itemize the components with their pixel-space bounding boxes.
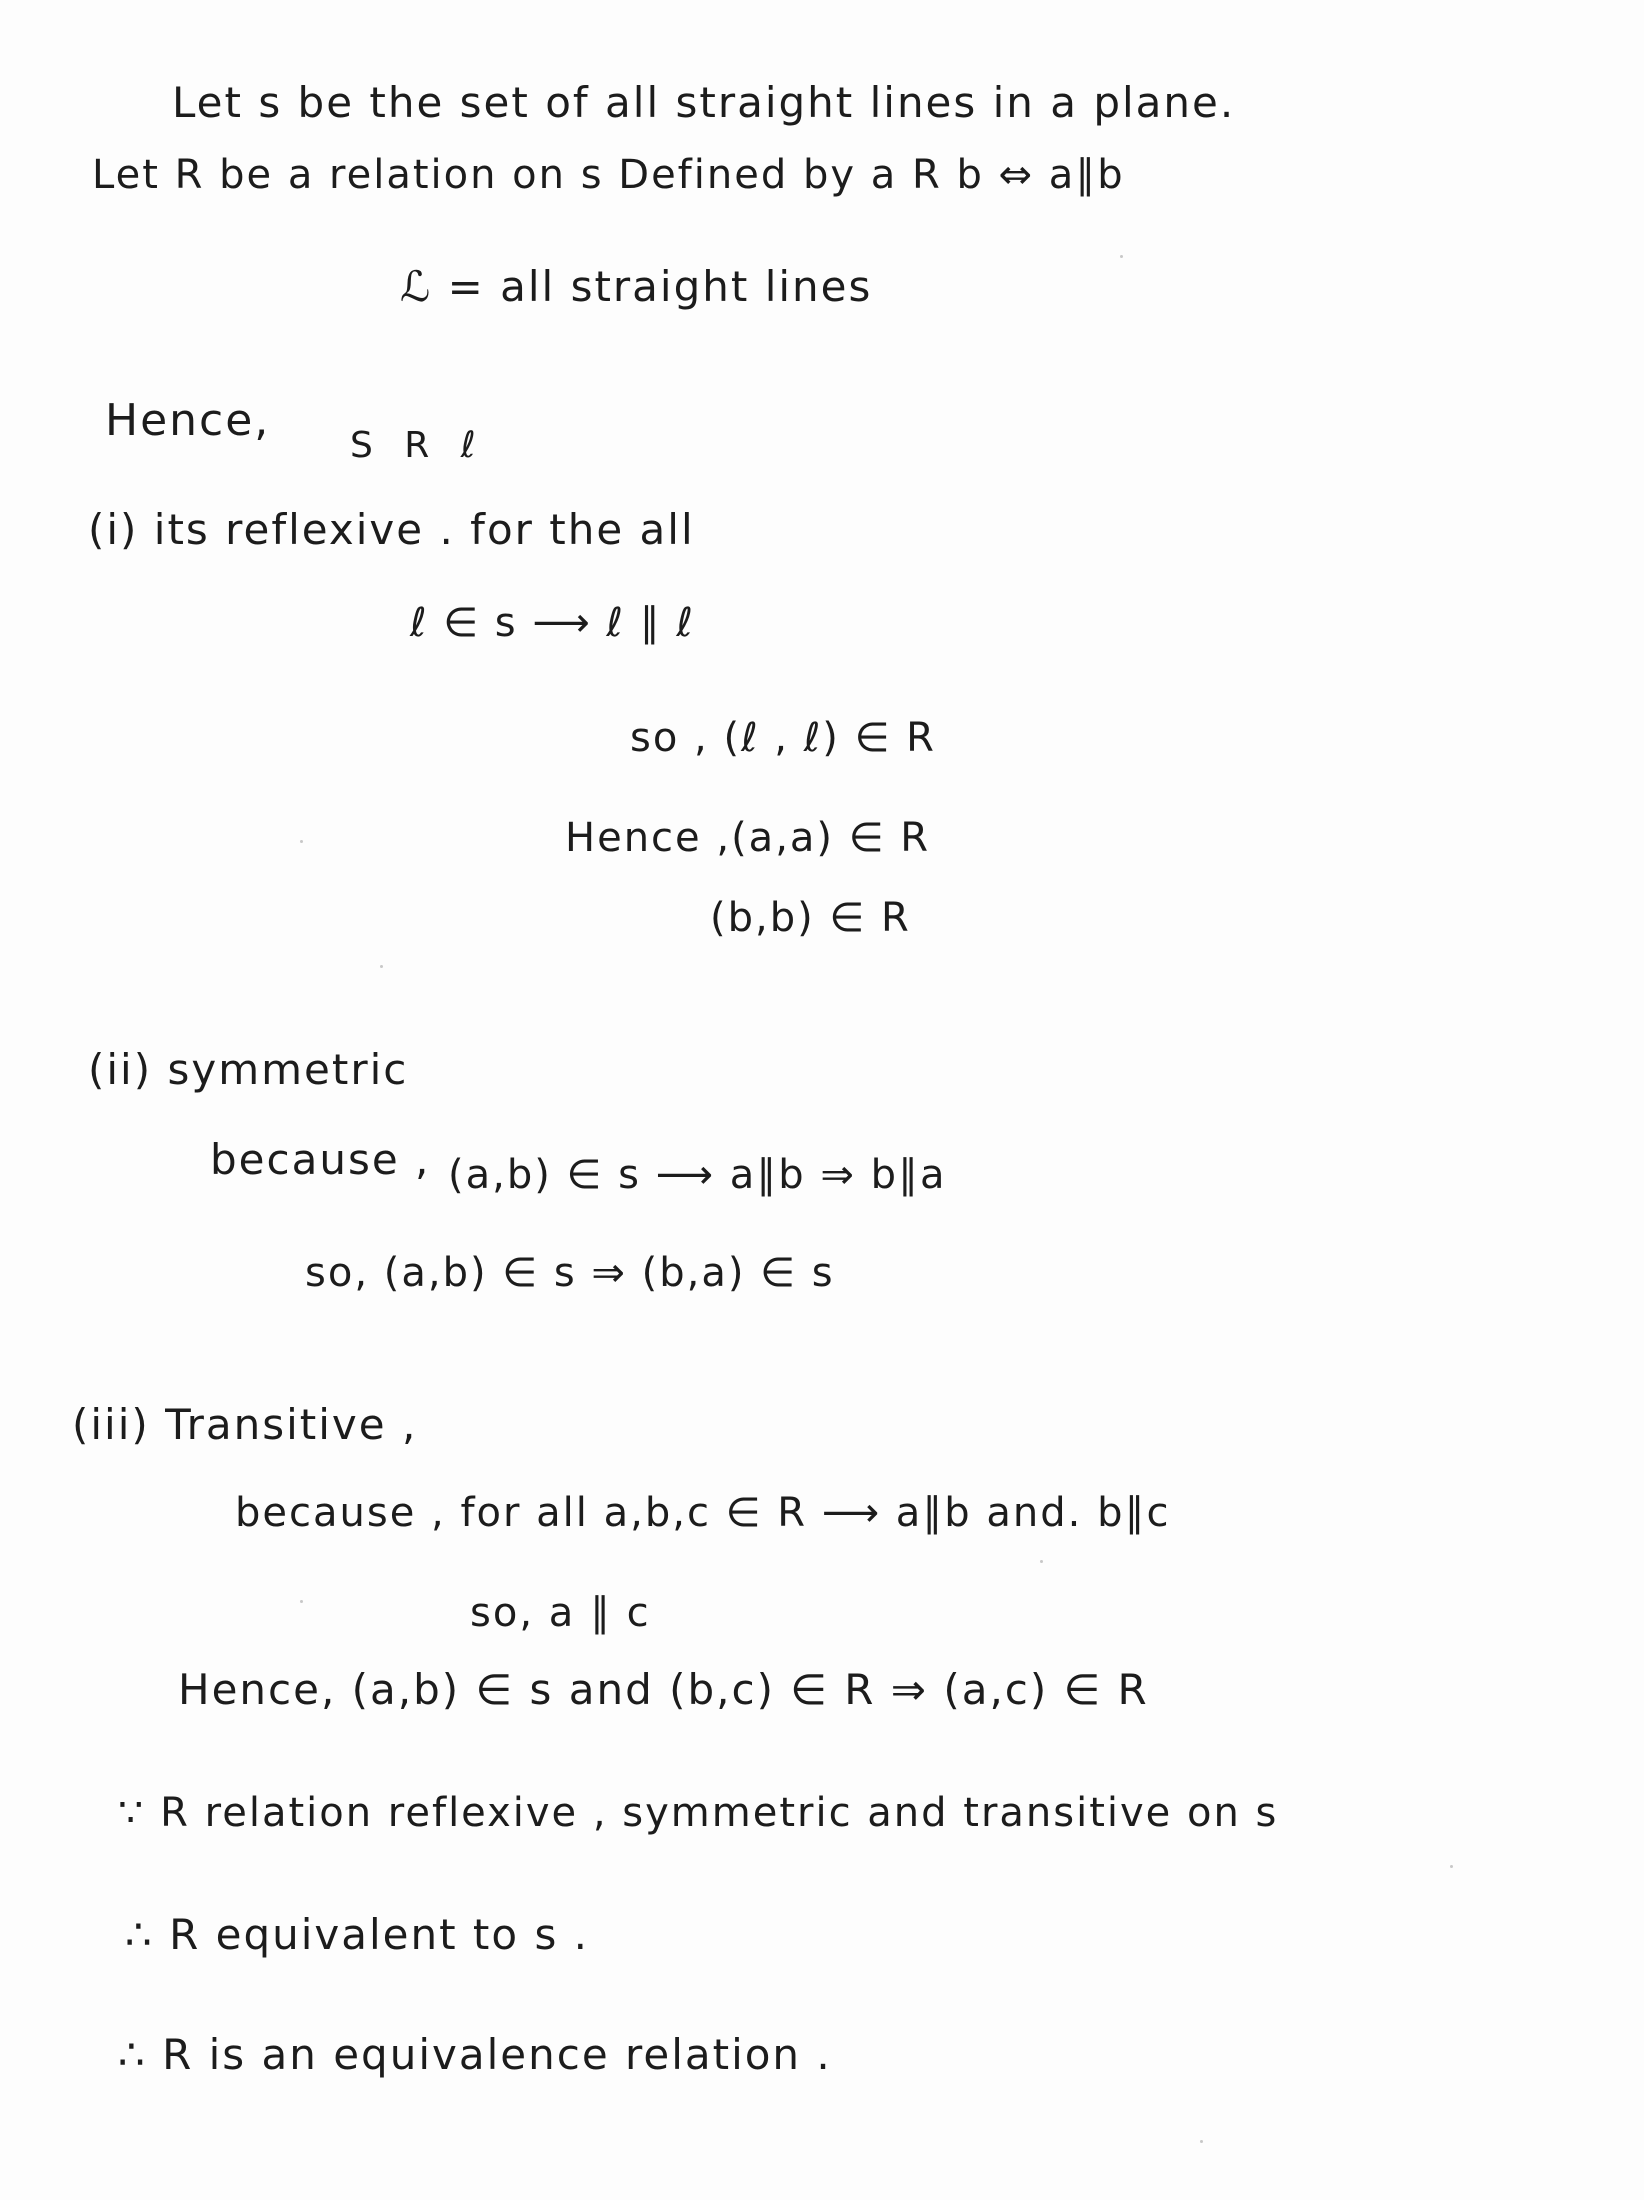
reflexive-bb: (b,b) ∈ R [710,895,911,941]
paper-speck [380,965,383,968]
reflexive-so-line: so , (ℓ , ℓ) ∈ R [630,715,936,761]
symmetric-so-line: so, (a,b) ∈ s ⇒ (b,a) ∈ s [305,1250,835,1296]
paper-speck [300,840,303,843]
symmetric-because-label: because , [210,1135,431,1184]
paper-speck [1120,255,1123,258]
therefore-equivalent-line: ∴ R equivalent to s . [125,1910,590,1959]
transitive-because-line: because , for all a,b,c ∈ R ⟶ a∥b and. b∥c [235,1490,1171,1536]
reflexive-heading: (i) its reflexive . for the all [88,505,695,554]
reflexive-hence-aa: Hence ,(a,a) ∈ R [565,815,931,861]
line-set-notation: ℒ = all straight lines [400,262,873,311]
paper-speck [1040,1560,1043,1563]
transitive-hence-line: Hence, (a,b) ∈ s and (b,c) ∈ R ⇒ (a,c) ∈ R [178,1665,1149,1714]
paper-speck [1200,2140,1203,2143]
reflexive-implication: ℓ ∈ s ⟶ ℓ ∥ ℓ [410,600,695,646]
paper-speck [1450,1865,1453,1868]
final-conclusion-line: ∴ R is an equivalence relation . [118,2030,832,2079]
transitive-so-line: so, a ∥ c [470,1590,651,1636]
intro-line-relation-definition: Let R be a relation on s Defined by a R b ⇔ a∥b [92,152,1125,198]
since-conclusion-line: ∵ R relation reflexive , symmetric and transitive on s [118,1790,1279,1836]
s-r-l-statement: S R ℓ [350,425,486,466]
symmetric-implication: (a,b) ∈ s ⟶ a∥b ⇒ b∥a [448,1152,947,1198]
symmetric-heading: (ii) symmetric [88,1045,409,1094]
transitive-heading: (iii) Transitive , [72,1400,418,1449]
paper-speck [300,1600,303,1603]
intro-line-set-definition: Let s be the set of all straight lines in a plane. [172,78,1236,127]
hence-label: Hence, [105,395,271,446]
